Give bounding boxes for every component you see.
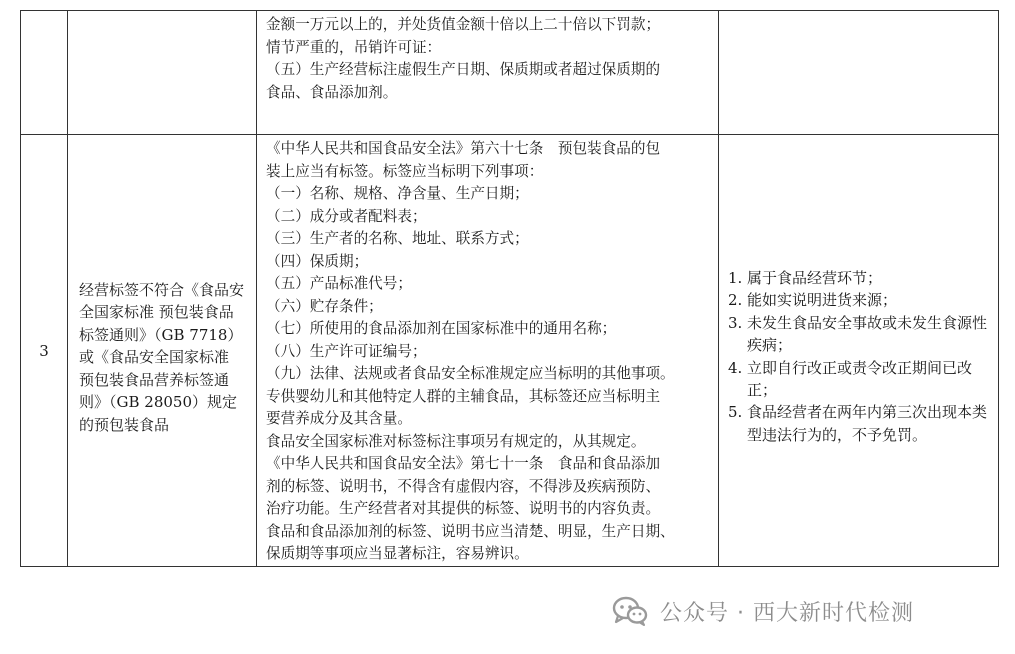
legal-text-line: （四）保质期； bbox=[266, 252, 369, 270]
legal-text-line: （六）贮存条件； bbox=[266, 297, 383, 315]
legal-text-line: （九）法律、法规或者食品安全标准规定应当标明的其他事项。 bbox=[266, 365, 675, 382]
table-row bbox=[21, 11, 999, 135]
legal-text-line: 专供婴幼儿和其他特定人群的主辅食品，其标签还应当标明主 bbox=[266, 387, 661, 405]
condition-text: 能如实说明进货来源； bbox=[747, 291, 898, 310]
condition-number: 3. bbox=[728, 313, 743, 332]
exemption-condition-item bbox=[728, 401, 992, 446]
legal-text-line: （一）名称、规格、净含量、生产日期； bbox=[266, 185, 529, 202]
legal-text-line: 保质期等事项应当显著标注，容易辨识。 bbox=[266, 545, 529, 562]
exemption-conditions-cell bbox=[719, 11, 999, 135]
exemption-conditions-cell bbox=[719, 135, 999, 567]
penalty-table bbox=[20, 10, 999, 567]
legal-text-line: 《中华人民共和国食品安全法》第六十七条 预包装食品的包 bbox=[266, 140, 661, 157]
legal-text-line: 治疗功能。生产经营者对其提供的标签、说明书的内容负责。 bbox=[266, 500, 661, 517]
row-number-cell bbox=[21, 11, 68, 135]
table-row bbox=[21, 135, 999, 567]
legal-basis-cell bbox=[257, 11, 719, 135]
watermark bbox=[612, 593, 914, 629]
legal-text-line: 装上应当有标签。标签应当标明下列事项： bbox=[266, 162, 544, 180]
exemption-condition-item bbox=[728, 357, 992, 402]
legal-text-line: 《中华人民共和国食品安全法》第七十一条 食品和食品添加 bbox=[266, 455, 661, 472]
legal-basis-text bbox=[257, 11, 718, 104]
legal-basis-cell bbox=[257, 135, 719, 567]
legal-text-line: （五）生产经营标注虚假生产日期、保质期或者超过保质期的 bbox=[266, 61, 661, 78]
legal-text-line: 剂的标签、说明书，不得含有虚假内容，不得涉及疾病预防、 bbox=[266, 477, 661, 495]
condition-number: 1. bbox=[728, 268, 743, 287]
violation-item-cell bbox=[68, 11, 257, 135]
legal-text-line: （三）生产者的名称、地址、联系方式； bbox=[266, 230, 529, 247]
watermark-text: 公众号 · 西大新时代检测 bbox=[660, 600, 914, 626]
legal-text-line: （八）生产许可证编号； bbox=[266, 342, 427, 360]
condition-text: 属于食品经营环节； bbox=[747, 268, 883, 287]
row-number-cell: 3 bbox=[21, 135, 68, 567]
legal-text-line: 食品和食品添加剂的标签、说明书应当清楚、明显，生产日期、 bbox=[266, 522, 675, 540]
condition-number: 5. bbox=[728, 403, 743, 422]
condition-text: 未发生食品安全事故或未发生食源性疾病； bbox=[747, 313, 988, 355]
legal-text-line: 金额一万元以上的，并处货值金额十倍以上二十倍以下罚款； bbox=[266, 16, 661, 33]
condition-number: 4. bbox=[728, 358, 743, 377]
exemption-condition-item bbox=[728, 312, 992, 357]
exemption-condition-item bbox=[728, 289, 992, 311]
exemption-conditions-list bbox=[719, 267, 998, 446]
condition-text: 立即自行改正或责令改正期间已改正； bbox=[747, 358, 973, 399]
legal-basis-text bbox=[257, 135, 718, 566]
exemption-condition-item bbox=[728, 267, 992, 289]
wechat-icon bbox=[612, 596, 648, 626]
legal-text-line: （二）成分或者配料表； bbox=[266, 207, 427, 225]
legal-text-line: （七）所使用的食品添加剂在国家标准中的通用名称； bbox=[266, 320, 617, 337]
violation-item-cell bbox=[68, 135, 257, 567]
legal-text-line: 食品、食品添加剂。 bbox=[266, 83, 398, 101]
legal-text-line: （五）产品标准代号； bbox=[266, 275, 412, 292]
legal-text-line: 要营养成分及其含量。 bbox=[266, 410, 412, 427]
violation-item-text: 经营标签不符合《食品安全国家标准 预包装食品标签通则》（GB 7718）或《食品安全国家标准 预包装食品营养标签通则》（GB 28050）规定的预包装食品 bbox=[79, 281, 245, 434]
condition-text: 食品经营者在两年内第三次出现本类型违法行为的，不予免罚。 bbox=[747, 403, 988, 444]
condition-number: 2. bbox=[728, 291, 743, 310]
legal-text-line: 食品安全国家标准对标签标注事项另有规定的，从其规定。 bbox=[266, 432, 646, 450]
legal-text-line: 情节严重的，吊销许可证： bbox=[266, 38, 442, 56]
